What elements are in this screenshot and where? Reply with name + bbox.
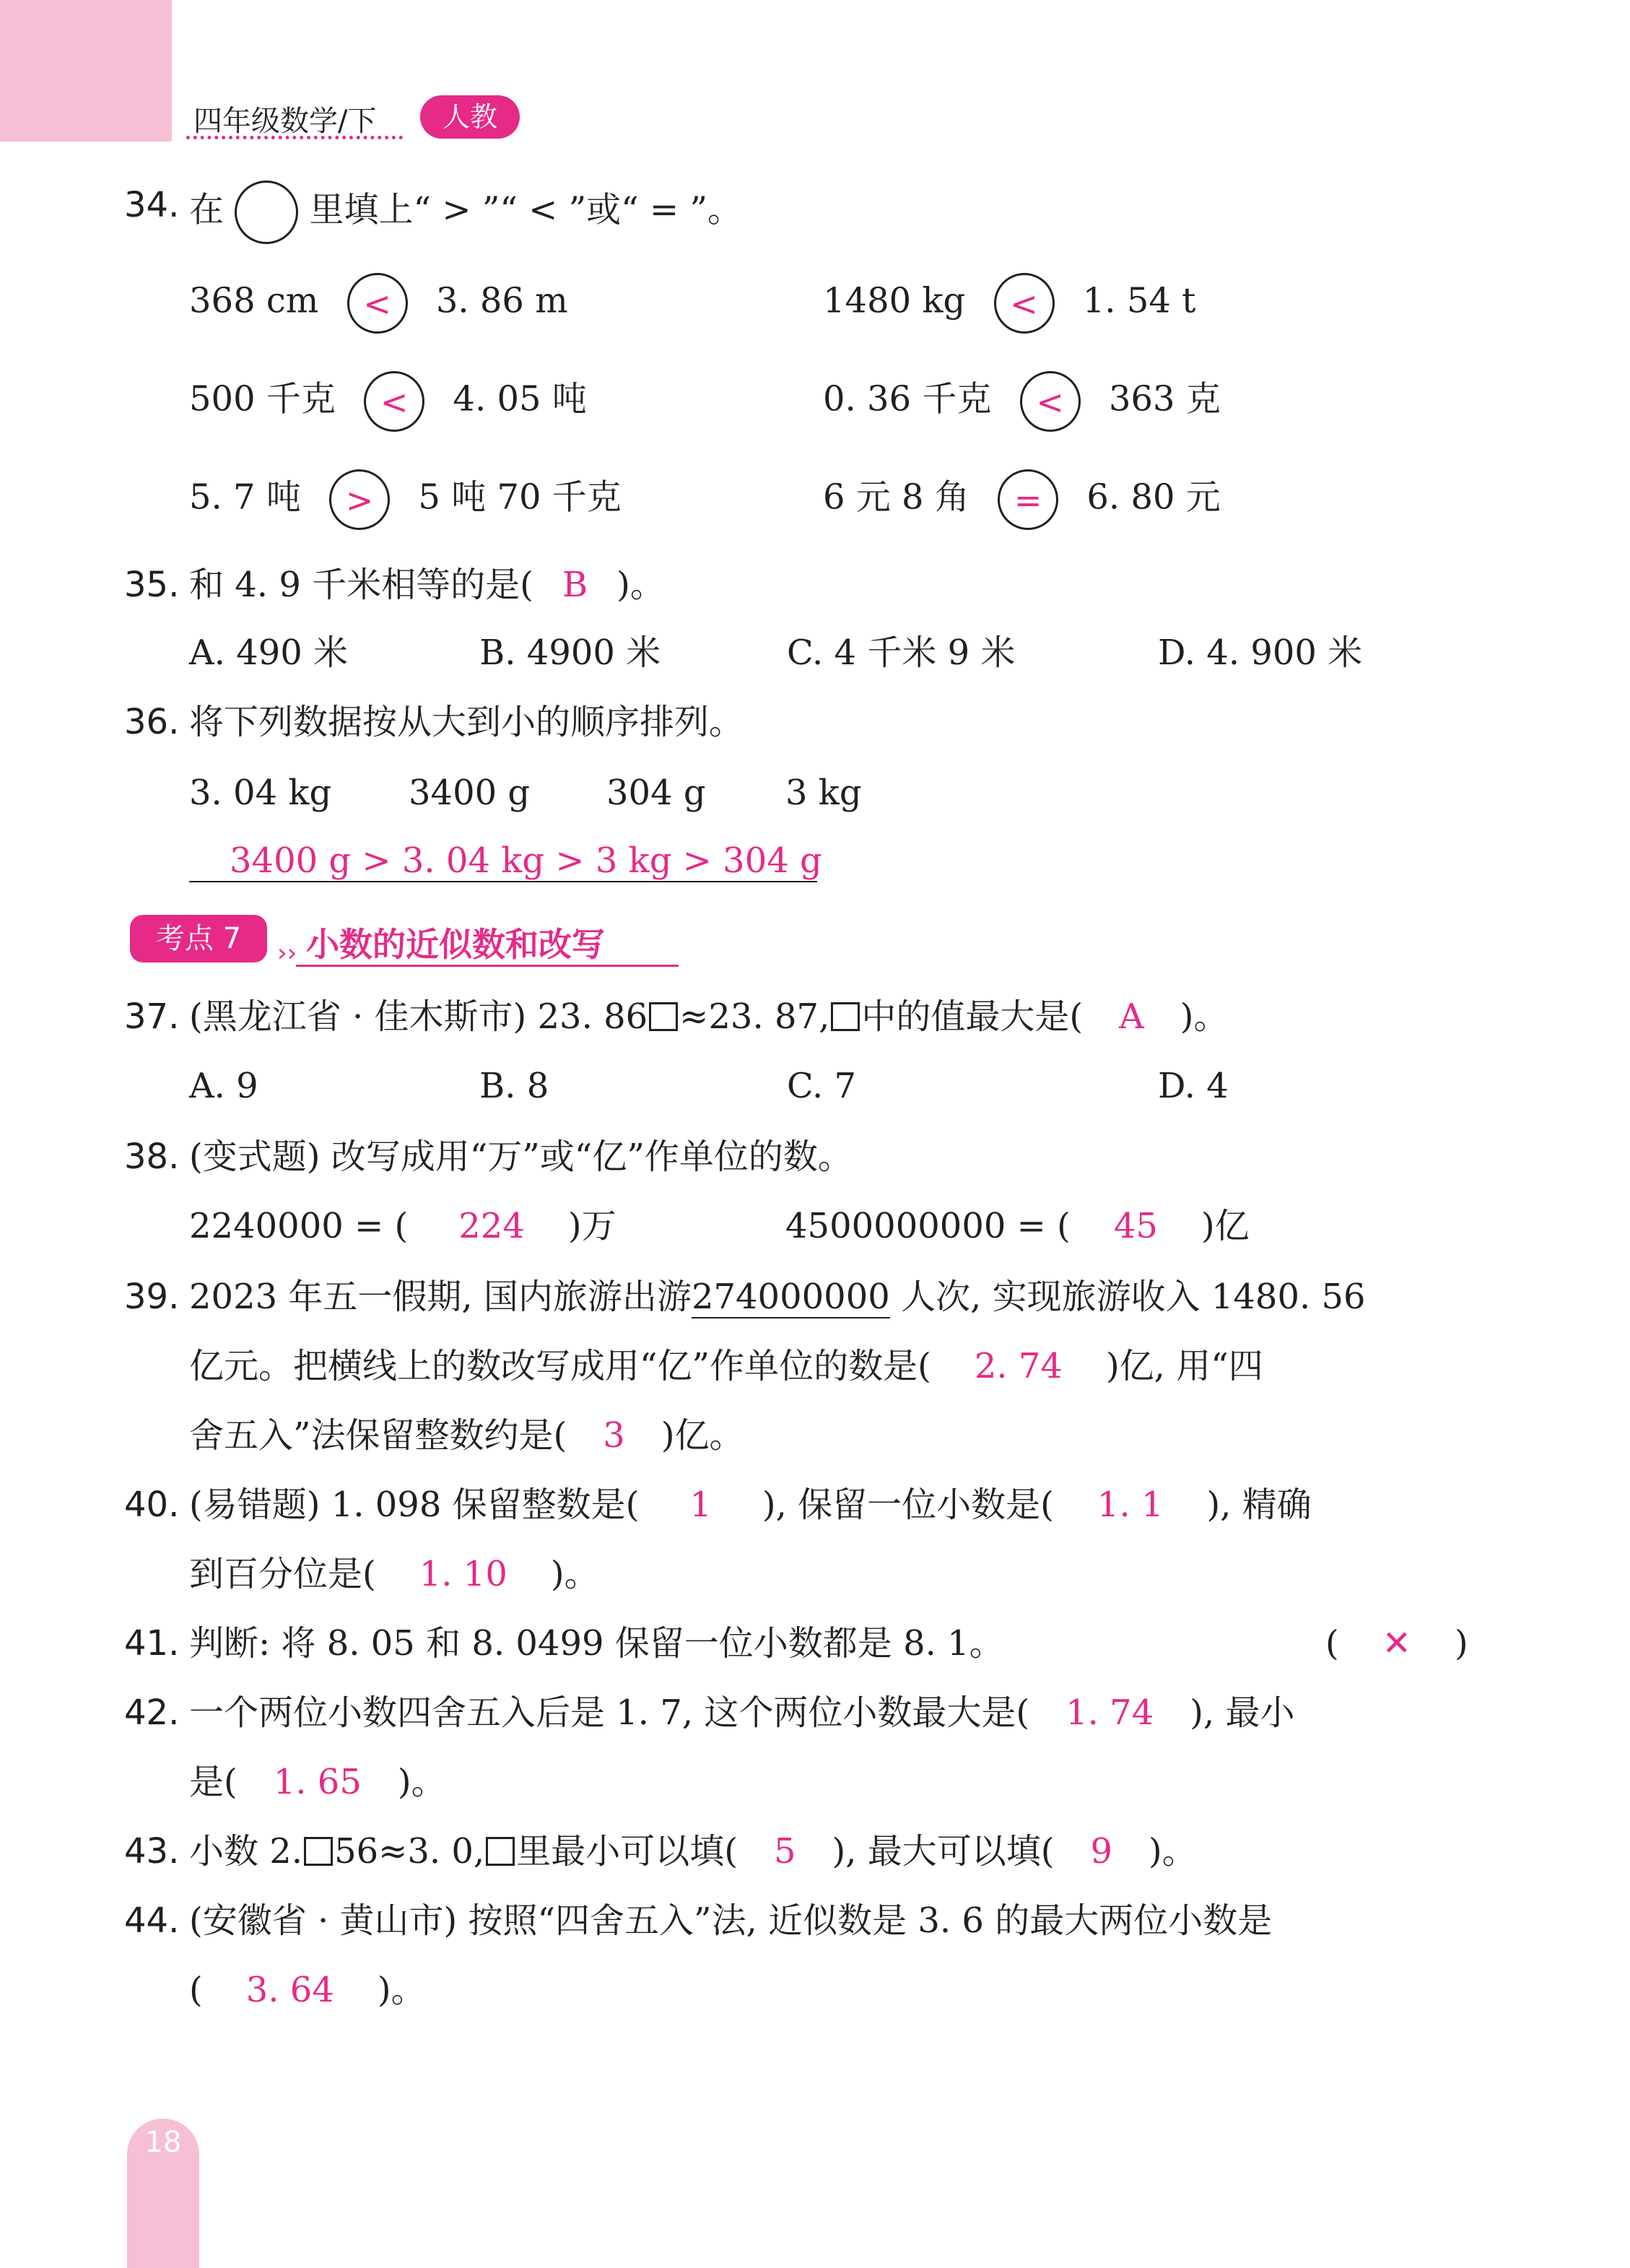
q44-line2-b: )。	[377, 1970, 426, 2010]
q40-answer-2: 1. 1	[1097, 1485, 1164, 1525]
q36-value: 304 g	[606, 773, 706, 813]
q39-line3-b: )亿。	[661, 1415, 744, 1456]
q38-part-a	[189, 1206, 616, 1246]
q34-item-left: 6 元 8 角	[823, 477, 969, 518]
q37-text-d: )。	[1180, 996, 1229, 1037]
q43-text-b: 56≈3. 0,	[334, 1831, 485, 1872]
q44-line-2	[189, 1970, 426, 2010]
q34-item-left: 0. 36 千克	[823, 378, 992, 420]
header-title: 四年级数学/下	[193, 105, 377, 138]
comparison-circle: <	[1020, 371, 1081, 432]
q40-line1-c: ), 精确	[1206, 1485, 1312, 1525]
question-number: 36.	[124, 702, 180, 742]
q34-prompt-b: 里填上“ > ”“ < ”或“ = ”。	[309, 189, 742, 230]
q43-text-c: 里最小可以填(	[516, 1831, 738, 1872]
q43-answer-1: 5	[773, 1831, 796, 1872]
q39-answer-2: 3	[603, 1415, 625, 1456]
q34-item-left: 368 cm	[189, 280, 319, 321]
q42-answer-1: 1. 74	[1065, 1693, 1154, 1733]
q41-paren-right: )	[1454, 1623, 1468, 1664]
q40-line1-a: (易错题) 1. 098 保留整数是(	[189, 1485, 640, 1525]
header-corner-block	[0, 0, 172, 142]
answer-line	[189, 879, 817, 882]
q35-text-b: )。	[616, 565, 665, 605]
q41-judgement	[1325, 1623, 1468, 1664]
q40-line2-b: )。	[550, 1554, 599, 1594]
q34-prompt-a: 在	[189, 189, 225, 230]
square-box-icon	[304, 1837, 333, 1866]
q34-item-4	[823, 371, 1221, 432]
q37-text	[189, 996, 1229, 1037]
q42-line2-b: )。	[397, 1762, 446, 1802]
q39-underlined-number: 274000000	[691, 1277, 890, 1317]
section-tag: 考点 7	[130, 915, 267, 963]
q37-text-a: (黑龙江省 · 佳木斯市) 23. 86	[189, 996, 648, 1037]
q42-line-1	[189, 1693, 1295, 1733]
square-box-icon	[649, 1002, 678, 1031]
q42-line1-b: ), 最小	[1190, 1693, 1295, 1733]
q38-b-right: )亿	[1200, 1206, 1250, 1246]
q35-option-c: C. 4 千米 9 米	[787, 633, 1016, 673]
q38-a-right: )万	[567, 1206, 616, 1246]
q38-a-left: 2240000 = (	[189, 1206, 409, 1246]
question-number: 42.	[124, 1693, 180, 1733]
q39-line1-b: 人次, 实现旅游收入 1480. 56	[901, 1277, 1366, 1317]
double-chevron-icon: ››	[277, 939, 297, 968]
q35-option-d: D. 4. 900 米	[1158, 633, 1363, 673]
q35-text	[189, 565, 665, 605]
q44-line2-a: (	[189, 1970, 203, 2010]
header-divider	[186, 136, 403, 139]
q39-line-3	[189, 1415, 744, 1456]
question-number: 35.	[124, 565, 180, 605]
q34-item-right: 3. 86 m	[435, 280, 568, 321]
q34-item-right: 5 吨 70 千克	[418, 477, 622, 518]
q43-text-d: ), 最大可以填(	[832, 1831, 1055, 1872]
q35-answer: B	[562, 565, 588, 605]
section-title: 小数的近似数和改写	[306, 925, 605, 964]
q42-line1-a: 一个两位小数四舍五入后是 1. 7, 这个两位小数最大是(	[189, 1693, 1030, 1733]
q39-line-1	[189, 1277, 1366, 1317]
q34-item-5	[189, 469, 622, 530]
q34-item-left: 1480 kg	[823, 280, 966, 321]
comparison-circle: >	[329, 469, 390, 530]
page-number: 18	[144, 2126, 182, 2159]
q39-line2-b: )亿, 用“四	[1105, 1346, 1263, 1386]
q38-a-answer: 224	[458, 1206, 525, 1246]
q43-text-a: 小数 2.	[189, 1831, 303, 1872]
q36-value: 3400 g	[409, 773, 531, 813]
q37-option-b: B. 8	[479, 1066, 549, 1106]
q44-answer: 3. 64	[245, 1970, 334, 2010]
question-number: 39.	[124, 1277, 180, 1317]
comparison-circle: <	[364, 371, 424, 432]
q37-option-c: C. 7	[787, 1066, 857, 1106]
question-number: 44.	[124, 1900, 180, 1941]
q34-item-left: 500 千克	[189, 378, 336, 420]
q34-item-left: 5. 7 吨	[189, 477, 301, 518]
q38-text: (变式题) 改写成用“万”或“亿”作单位的数。	[189, 1137, 853, 1177]
q34-item-right: 1. 54 t	[1082, 280, 1196, 321]
q34-item-6	[823, 469, 1221, 530]
q39-line3-a: 舍五入”法保留整数约是(	[189, 1415, 567, 1456]
square-box-icon	[486, 1837, 515, 1866]
comparison-circle: <	[994, 273, 1055, 334]
question-number: 37.	[124, 996, 180, 1037]
q39-line-2	[189, 1346, 1263, 1386]
question-number: 38.	[124, 1137, 180, 1177]
q44-line-1: (安徽省 · 黄山市) 按照“四舍五入”法, 近似数是 3. 6 的最大两位小数是	[189, 1900, 1273, 1941]
q35-text-a: 和 4. 9 千米相等的是(	[189, 565, 533, 605]
q38-b-left: 4500000000 = (	[785, 1206, 1071, 1246]
q34-item-right: 4. 05 吨	[453, 378, 587, 420]
q38-b-answer: 45	[1113, 1206, 1158, 1246]
question-number: 43.	[124, 1831, 180, 1872]
q40-line1-b: ), 保留一位小数是(	[762, 1485, 1054, 1525]
q40-answer-3: 1. 10	[419, 1554, 507, 1594]
q39-line1-a: 2023 年五一假期, 国内旅游出游	[189, 1277, 692, 1317]
section-underline	[296, 965, 679, 967]
q43-answer-2: 9	[1090, 1831, 1113, 1872]
q41-paren-left: (	[1325, 1623, 1339, 1664]
q37-answer: A	[1119, 996, 1144, 1037]
q40-line2-a: 到百分位是(	[189, 1554, 376, 1594]
q37-option-a: A. 9	[189, 1066, 258, 1106]
q36-value: 3. 04 kg	[189, 773, 332, 813]
q34-item-2	[823, 273, 1195, 334]
q40-line-1	[189, 1485, 1312, 1525]
q41-text: 判断: 将 8. 05 和 8. 0499 保留一位小数都是 8. 1。	[189, 1623, 1004, 1664]
comparison-circle: <	[347, 273, 408, 334]
square-box-icon	[831, 1002, 860, 1031]
q43-text	[189, 1831, 1197, 1872]
q42-answer-2: 1. 65	[273, 1762, 362, 1802]
q42-line-2	[189, 1762, 446, 1802]
q36-value: 3 kg	[785, 773, 862, 813]
q37-option-d: D. 4	[1158, 1066, 1229, 1106]
comparison-circle: =	[998, 469, 1058, 530]
q34-prompt	[189, 181, 742, 244]
q43-text-e: )。	[1149, 1831, 1197, 1872]
q38-part-b	[785, 1206, 1250, 1246]
q35-option-a: A. 490 米	[189, 633, 349, 673]
question-number: 34.	[124, 185, 180, 225]
q39-answer-1: 2. 74	[974, 1346, 1063, 1386]
q37-text-c: 中的值最大是(	[861, 996, 1084, 1037]
q35-option-b: B. 4900 米	[479, 633, 661, 673]
blank-circle-icon	[235, 181, 298, 244]
question-number: 40.	[124, 1485, 180, 1525]
q34-item-3	[189, 371, 587, 432]
cross-mark-icon: ✕	[1382, 1623, 1411, 1664]
edition-badge: 人教	[420, 95, 520, 139]
q40-line-2	[189, 1554, 599, 1594]
q36-answer: 3400 g > 3. 04 kg > 3 kg > 304 g	[230, 840, 822, 881]
q40-answer-1: 1	[689, 1485, 712, 1525]
q34-item-right: 6. 80 元	[1086, 477, 1221, 518]
q34-item-1	[189, 273, 568, 334]
question-number: 41.	[124, 1623, 180, 1664]
q36-text: 将下列数据按从大到小的顺序排列。	[189, 702, 744, 742]
q42-line2-a: 是(	[189, 1762, 237, 1802]
q34-item-right: 363 克	[1108, 378, 1221, 420]
q39-line2-a: 亿元。把横线上的数改写成用“亿”作单位的数是(	[189, 1346, 931, 1386]
q37-text-b: ≈23. 87,	[679, 996, 830, 1037]
